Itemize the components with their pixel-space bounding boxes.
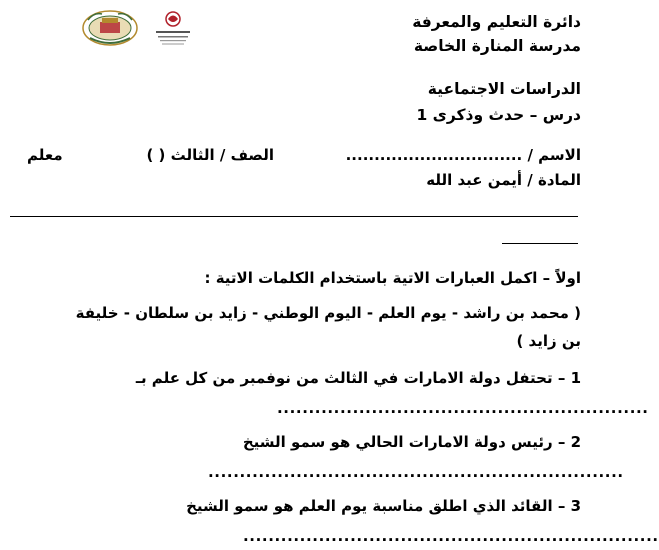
answer-blank-1: ........................................................... — [277, 399, 649, 417]
lesson-title: درس – حدث وذكرى 1 — [416, 106, 581, 124]
exercise-instruction: اولاً – اكمل العبارات الاتية باستخدام الكلمات الاتية : — [204, 269, 581, 287]
short-divider-line — [502, 243, 578, 244]
department-title: دائرة التعليم والمعرفة — [412, 13, 581, 31]
question-2: 2 – رئيس دولة الامارات الحالي هو سمو الشيخ — [242, 433, 581, 451]
question-3: 3 – القائد الذي اطلق مناسبة يوم العلم هو سمو الشيخ — [186, 497, 581, 515]
student-name-field: الاسم / ............................... — [345, 146, 581, 164]
subject-teacher: المادة / أيمن عبد الله — [426, 171, 581, 189]
subject-title: الدراسات الاجتماعية — [427, 80, 581, 98]
word-bank-line-2: بن زايد ) — [516, 332, 581, 350]
school-crest-icon — [80, 8, 140, 48]
word-bank-line-1: ( محمد بن راشد - يوم العلم - اليوم الوطني - زايد بن سلطان - خليفة — [75, 304, 581, 322]
logos-area — [80, 8, 195, 48]
divider-line — [10, 216, 578, 217]
question-1: 1 – تحتفل دولة الامارات في الثالث من نوفمبر من كل علم بـ — [135, 369, 581, 387]
class-field: الصف / الثالث ( ) — [146, 146, 274, 164]
abu-dhabi-department-of-education-logo — [152, 8, 194, 48]
answer-blank-3: .................................................................. — [243, 527, 659, 545]
school-name: مدرسة المنارة الخاصة — [413, 37, 581, 55]
answer-blank-2: .................................................................. — [208, 463, 624, 481]
teacher-word: معلم — [27, 146, 63, 164]
